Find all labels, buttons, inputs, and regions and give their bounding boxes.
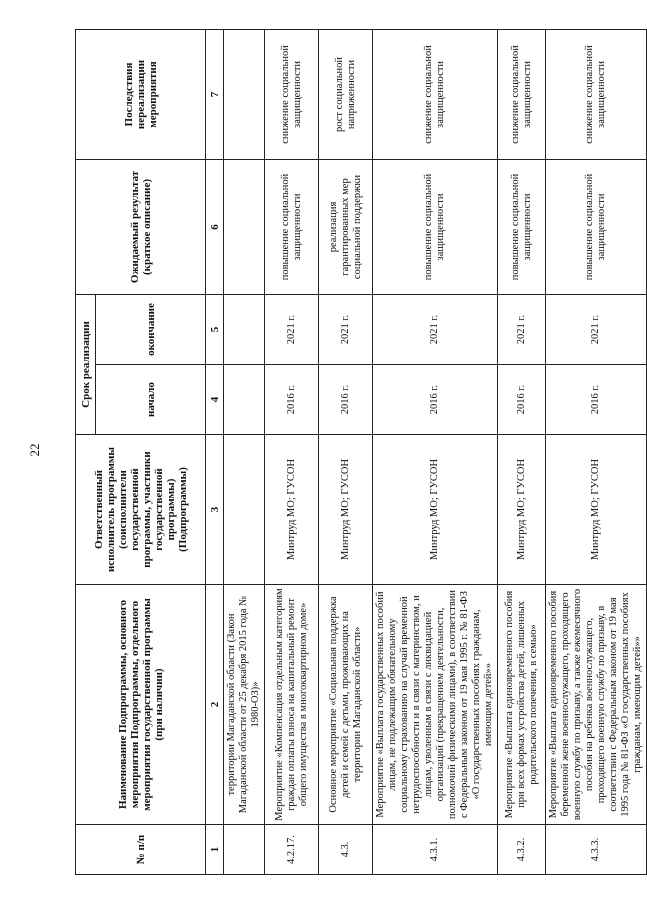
header-consequences: Последствия нереализации мероприятия xyxy=(76,29,206,159)
page-number: 22 xyxy=(27,443,42,457)
row-consequences: снижение социальной защищенности xyxy=(498,29,546,159)
row-result xyxy=(224,159,265,294)
row-end: 2021 г. xyxy=(498,294,546,364)
table-row xyxy=(498,29,546,874)
row-name: Мероприятие «Компенсация отдельным категориям граждан оплаты взноса на капитальный ремонт общего имущества в многоквартирном доме» xyxy=(265,585,319,825)
col-number: 1 xyxy=(206,825,224,875)
row-result: повышение социальной защищенности xyxy=(498,159,546,294)
row-result: реализация гарантированных мер социальной поддержки xyxy=(319,159,373,294)
row-consequences: снижение социальной защищенности xyxy=(265,29,319,159)
rotated-table-wrapper xyxy=(75,30,643,875)
table-row xyxy=(224,29,265,874)
row-executor: Минтруд МО; ГУСОН xyxy=(265,435,319,585)
row-start: 2016 г. xyxy=(265,365,319,435)
row-name: территории Магаданской области (Закон Магаданской области от 25 декабря 2015 года № 1980-ОЗ)» xyxy=(224,585,265,825)
row-executor: Минтруд МО; ГУСОН xyxy=(546,435,647,585)
row-executor: Минтруд МО; ГУСОН xyxy=(373,435,498,585)
header-period: Срок реализации xyxy=(76,294,96,434)
col-number: 5 xyxy=(206,294,224,364)
row-end: 2021 г. xyxy=(373,294,498,364)
row-end xyxy=(224,294,265,364)
row-consequences: снижение социальной защищенности xyxy=(373,29,498,159)
table-row xyxy=(319,29,373,874)
header-num: № п/п xyxy=(76,825,206,875)
row-consequences: снижение социальной защищенности xyxy=(546,29,647,159)
row-num: 4.2.17. xyxy=(265,825,319,875)
row-end: 2021 г. xyxy=(319,294,373,364)
col-number: 2 xyxy=(206,585,224,825)
row-num: 4.3.1. xyxy=(373,825,498,875)
row-start xyxy=(224,365,265,435)
table-row xyxy=(265,29,319,874)
row-executor xyxy=(224,435,265,585)
header-name: Наименование Подпрограммы, основного мероприятия Подпрограммы, отдельного мероприятия государственной программы (при наличии) xyxy=(76,585,206,825)
row-name: Мероприятие «Выплата государственных пособий лицам, не подлежащим обязательному социальному страхованию на случай временной нетрудоспособности и в связи с материнством, и лицам, уволенным в связи с ликвидацией организаций (прекращением деятельности, полномочий физическими лицами), в соответствии с Федеральным законом от 19 мая 1995 г. № 81-ФЗ «О государственных пособиях гражданам, имеющим детей»» xyxy=(373,585,498,825)
header-start: начало xyxy=(96,365,206,435)
table-row xyxy=(546,29,647,874)
row-num: 4.3.3. xyxy=(546,825,647,875)
row-num xyxy=(224,825,265,875)
row-start: 2016 г. xyxy=(319,365,373,435)
header-result: Ожидаемый результат (краткое описание) xyxy=(76,159,206,294)
col-number: 6 xyxy=(206,159,224,294)
row-start: 2016 г. xyxy=(498,365,546,435)
header-end: окончание xyxy=(96,294,206,364)
row-consequences: рост социальной напряженности xyxy=(319,29,373,159)
table-row xyxy=(373,29,498,874)
row-consequences xyxy=(224,29,265,159)
row-executor: Минтруд МО; ГУСОН xyxy=(498,435,546,585)
row-result: повышение социальной защищенности xyxy=(265,159,319,294)
row-result: повышение социальной защищенности xyxy=(373,159,498,294)
row-end: 2021 г. xyxy=(546,294,647,364)
row-num: 4.3. xyxy=(319,825,373,875)
row-name: Мероприятие «Выплата единовременного пособия беременной жене военнослужащего, проходящего военную службу по призыву, а также ежемесячного пособия на ребенка военнослужащего, проходящего военную службу по призыву, в соответствии с Федеральным законом от 19 мая 1995 года № 81-ФЗ «О государственных пособиях гражданам, имеющим детей»» xyxy=(546,585,647,825)
col-number: 7 xyxy=(206,29,224,159)
col-number: 4 xyxy=(206,365,224,435)
col-number: 3 xyxy=(206,435,224,585)
row-end: 2021 г. xyxy=(265,294,319,364)
row-name: Мероприятие «Выплата единовременного пособия при всех формах устройства детей, лишенных родительского попечения, в семью» xyxy=(498,585,546,825)
row-name: Основное мероприятие «Социальная поддержка детей и семей с детьми, проживающих на территории Магаданской области» xyxy=(319,585,373,825)
program-measures-table xyxy=(75,29,647,875)
header-executor: Ответственный исполнитель программы (соисполнители государственной программы, участники государственной программы) (Подпрограммы) xyxy=(76,435,206,585)
row-start: 2016 г. xyxy=(546,365,647,435)
row-executor: Минтруд МО; ГУСОН xyxy=(319,435,373,585)
row-result: повышение социальной защищенности xyxy=(546,159,647,294)
row-start: 2016 г. xyxy=(373,365,498,435)
row-num: 4.3.2. xyxy=(498,825,546,875)
